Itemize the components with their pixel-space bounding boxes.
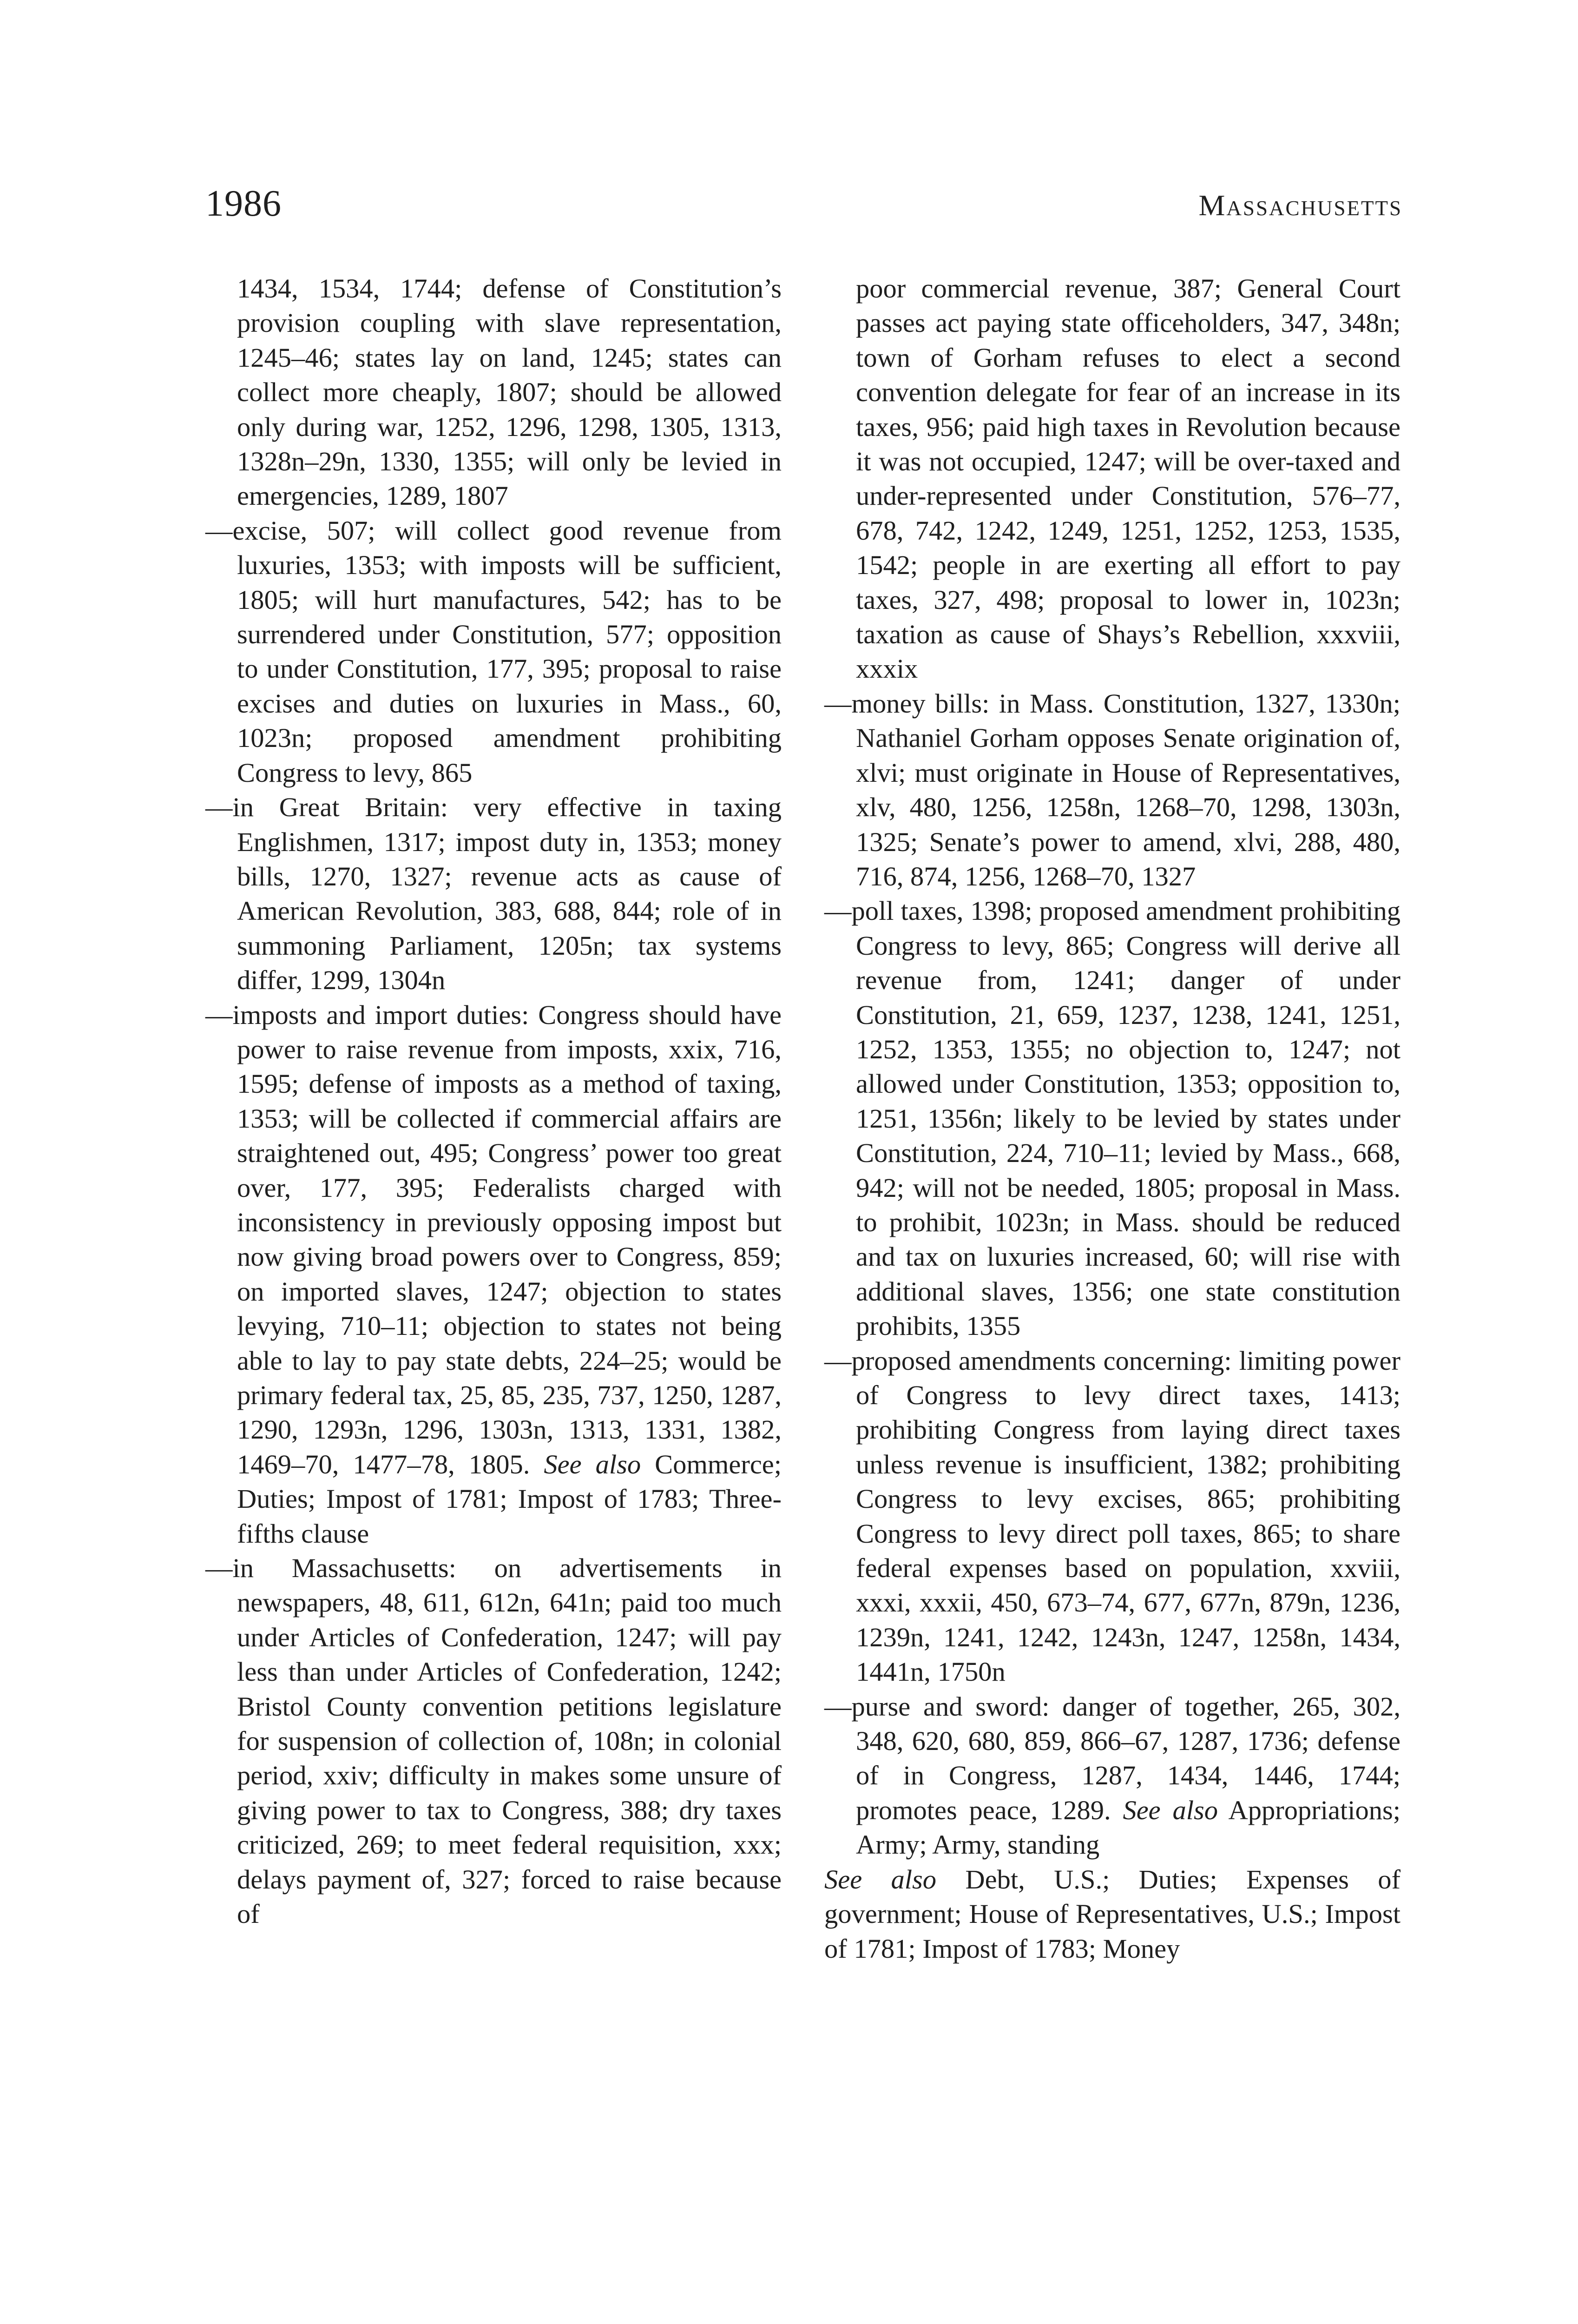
see-also-label: See also — [1123, 1795, 1218, 1825]
index-column-left — [205, 271, 782, 1932]
running-head: Massachusetts — [1198, 189, 1402, 222]
index-column-right — [824, 271, 1400, 1966]
index-subentry-poll-taxes: —poll taxes, 1398; proposed amendment prohibiting Congress to levy, 865; Congress will derive all revenue from, 1241; danger of under Constitution, 21, 659, 1237, 1238, 1241, 1251, 1252, 1353, 1355; no objection to, 1247; not allowed under Constitution, 1353; opposition to, 1251, 1356n; likely to be levied by states under Constitution, 224, 710–11; levied by Mass., 668, 942; will not be needed, 1805; proposal in Mass. to prohibit, 1023n; in Mass. should be reduced and tax on luxuries increased, 60; will rise with additional slaves, 1356; one state constitution prohibits, 1355 — [824, 896, 1400, 1341]
index-see-also: See also Debt, U.S.; Duties; Expenses of government; House of Representatives, U.S.; Impost of 1781; Impost of 1783; Money — [824, 1864, 1401, 1964]
see-also-label: See also — [544, 1449, 641, 1479]
index-subentry-proposed-amendments: —proposed amendments concerning: limiting power of Congress to levy direct taxes, 1413; prohibiting Congress from laying direct taxes unless revenue is insufficient, 1382; prohibiting Congress to levy excises, 865; prohibiting Congress to levy direct poll taxes, 865; to share federal expenses based on population, xxviii, xxxi, xxxii, 450, 673–74, 677, 677n, 879n, 1236, 1239n, 1241, 1242, 1243n, 1247, 1258n, 1434, 1441n, 1750n — [824, 1345, 1400, 1687]
index-subentry-in-massachusetts: —in Massachusetts: on advertisements in newspapers, 48, 611, 612n, 641n; paid too much under Articles of Confederation, 1247; will pay less than under Articles of Confederation, 1242; Bristol County convention petitions legislature for suspension of collection of, 108n; in colonial period, xxiv; difficulty in makes some unsure of giving power to tax to Congress, 388; dry taxes criticized, 269; to meet federal requisition, xxx; delays payment of, 327; forced to raise because of — [205, 1553, 782, 1929]
index-subentry-excise: —excise, 507; will collect good revenue from luxuries, 1353; with imposts will be sufficient, 1805; will hurt manufactures, 542; has to be surrendered under Constitution, 577; opposition to under Constitution, 177, 395; proposal to raise excises and duties on luxuries in Mass., 60, 1023n; proposed amendment prohibiting Congress to levy, 865 — [205, 515, 782, 788]
index-entry-continuation: 1434, 1534, 1744; defense of Constitution’s provision coupling with slave representation, 1245–46; states lay on land, 1245; states can collect more cheaply, 1807; should be allowed only during war, 1252, 1296, 1298, 1305, 1313, 1328n–29n, 1330, 1355; will only be levied in emergencies, 1289, 1807 — [237, 273, 782, 511]
index-subentry-purse-and-sword: —purse and sword: danger of together, 265, 302, 348, 620, 680, 859, 866–67, 1287, 1736; defense of in Congress, 1287, 1434, 1446, 1744; promotes peace, 1289. See also Appropriations; Army; Army, standing — [824, 1691, 1400, 1860]
page-number: 1986 — [205, 183, 282, 224]
see-also-label: See also — [824, 1864, 937, 1895]
index-entry-continuation: poor commercial revenue, 387; General Court passes act paying state officeholders, 347, 348n; town of Gorham refuses to elect a second convention delegate for fear of an increase in its taxes, 956; paid high taxes in Revolution because it was not occupied, 1247; will be over-taxed and under-represented under Constitution, 576–77, 678, 742, 1242, 1249, 1251, 1252, 1253, 1535, 1542; people in are exerting all effort to pay taxes, 327, 498; proposal to lower in, 1023n; taxation as cause of Shays’s Rebellion, xxxviii, xxxix — [856, 273, 1400, 684]
index-subentry-money-bills: —money bills: in Mass. Constitution, 1327, 1330n; Nathaniel Gorham opposes Senate origination of, xlvi; must originate in House of Representatives, xlv, 480, 1256, 1258n, 1268–70, 1298, 1303n, 1325; Senate’s power to amend, xlvi, 288, 480, 716, 874, 1256, 1268–70, 1327 — [824, 688, 1400, 891]
index-subentry-great-britain: —in Great Britain: very effective in taxing Englishmen, 1317; impost duty in, 1353; money bills, 1270, 1327; revenue acts as cause of American Revolution, 383, 688, 844; role of in summoning Parliament, 1205n; tax systems differ, 1299, 1304n — [205, 792, 782, 996]
index-subentry-imposts: —imposts and import duties: Congress should have power to raise revenue from imposts, xxix, 716, 1595; defense of imposts as a method of taxing, 1353; will be collected if commercial affairs are straightened out, 495; Congress’ power too great over, 177, 395; Federalists charged with inconsistency in previously opposing impost but now giving broad powers over to Congress, 859; on imported slaves, 1247; objection to states levying, 710–11; objection to states not being able to lay to pay state debts, 224–25; would be primary federal tax, 25, 85, 235, 737, 1250, 1287, 1290, 1293n, 1296, 1303n, 1313, 1331, 1382, 1469–70, 1477–78, 1805. See also Commerce; Duties; Impost of 1781; Impost of 1783; Three-fifths clause — [205, 999, 782, 1549]
